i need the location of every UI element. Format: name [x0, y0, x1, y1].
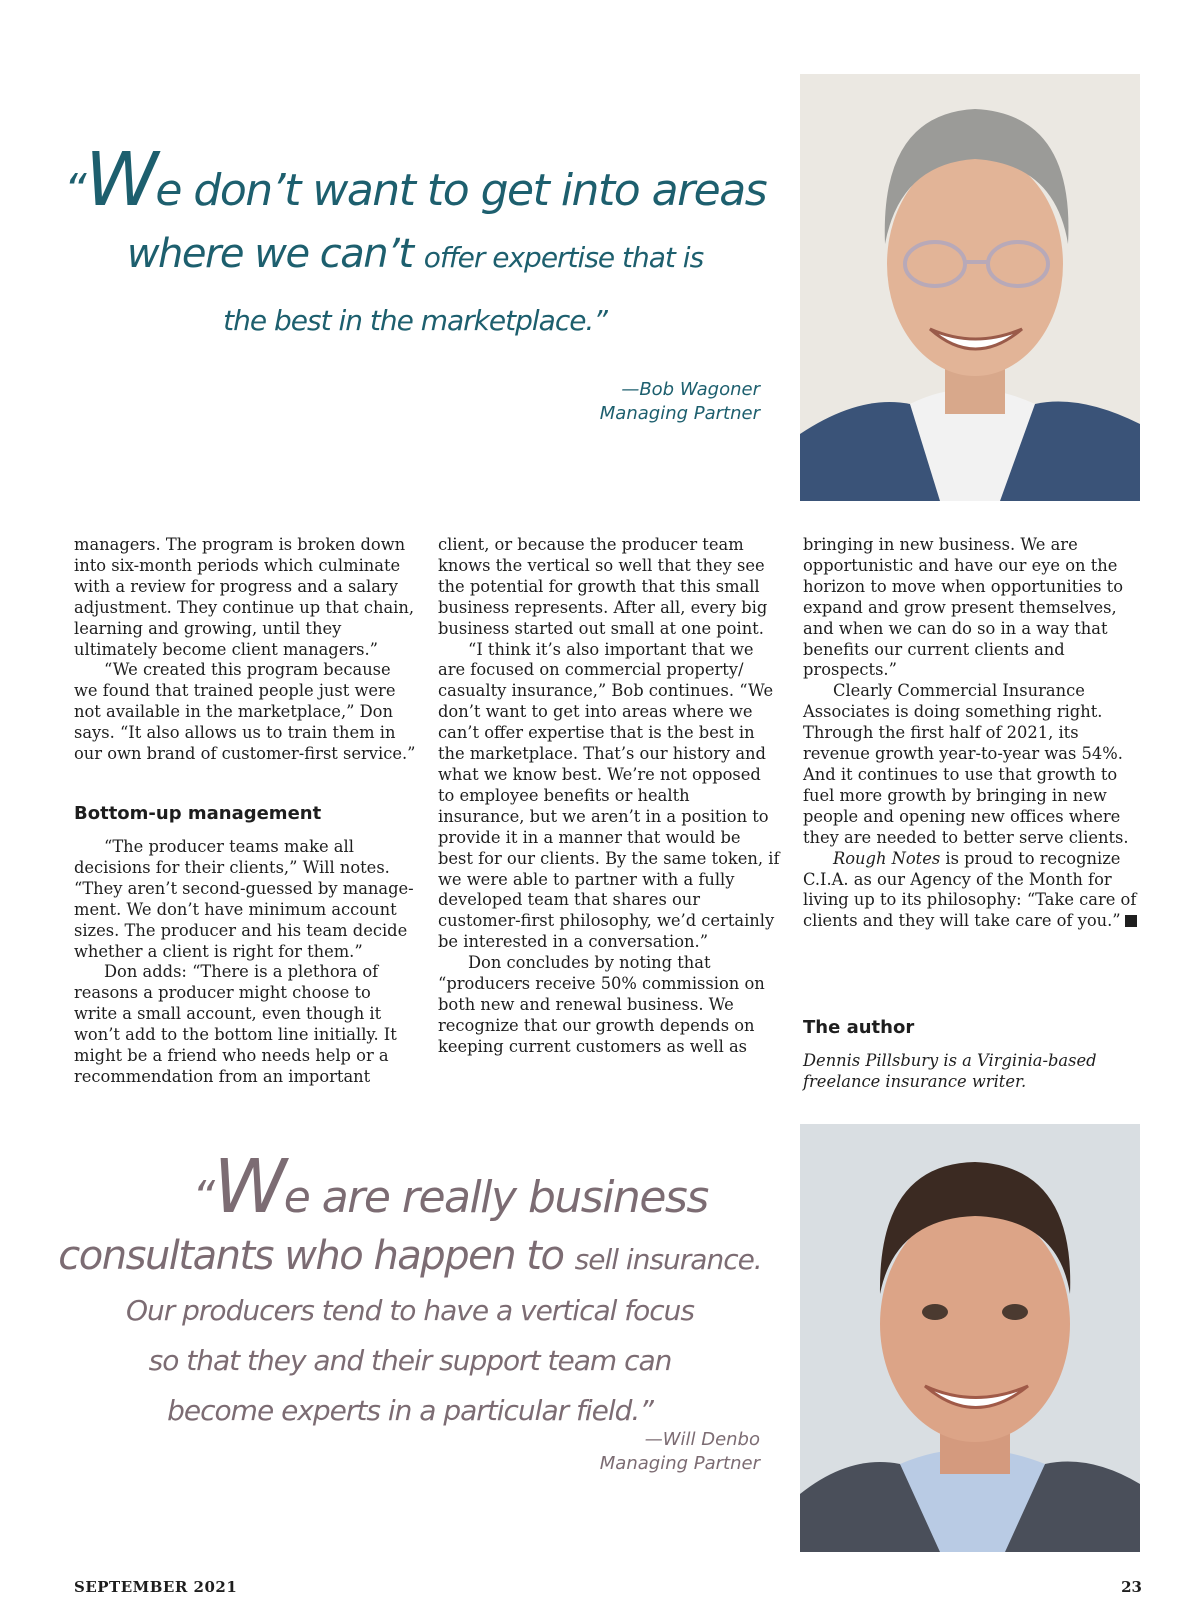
page-number: 23 — [1121, 1578, 1142, 1596]
pull-quote-2-line-4: so that they and their support team can — [148, 1344, 672, 1377]
quote-text: sell insurance. — [574, 1243, 762, 1276]
article-column-1 — [74, 535, 416, 1088]
author-heading: The author — [803, 1017, 915, 1039]
quote-text: where we can’t — [126, 231, 424, 277]
pull-quote-1-attribution — [600, 378, 760, 426]
attribution-name: —Bob Wagoner — [621, 379, 760, 400]
quote-mark: “ — [192, 1172, 214, 1223]
attribution-title: Managing Partner — [599, 403, 760, 424]
attribution-title: Managing Partner — [599, 1453, 760, 1474]
pull-quote-2-line-5: become experts in a particular field.” — [167, 1394, 653, 1427]
quote-text: e don’t want to get into areas — [155, 165, 767, 216]
quote-text: e are really business — [283, 1172, 708, 1223]
pull-quote-1 — [60, 137, 770, 351]
pull-quote-2-line-2 — [40, 1230, 780, 1286]
paragraph: managers. The program is broken down into six-month periods which culminate with a review for progress and a salary adjustment. They continue up that chain, learning and growing, until they ultimately become client managers.” — [74, 535, 415, 659]
quote-mark: “ — [63, 165, 86, 216]
paragraph: client, or because the producer team knows the vertical so well that they see the potential for growth that this small business represents. After all, every big business started out small at one point. — [438, 535, 768, 638]
pull-quote-2 — [40, 1144, 780, 1436]
quote-text: offer expertise that is — [423, 241, 704, 274]
drop-letter: W — [85, 137, 156, 223]
pull-quote-1-line-3: the best in the marketplace.” — [223, 304, 607, 337]
paragraph: “I think it’s also important that we are focused on commercial property/ casualty insurance,” Bob continues. “We don’t want to get into areas where we can’t offer expertise that is the best in the marketplace. That’s our history and what we know best. We’re not opposed to employee benefits or health insurance, but we aren’t in a position to provide it in a manner that would be best for our clients. By the same token, if we were able to partner with a fully developed team that shares our customer-first philosophy, we’d certainly be interested in a conversation.” — [438, 639, 780, 952]
paragraph — [803, 849, 1145, 933]
bob-wagoner-photo — [800, 74, 1140, 501]
paragraph: Clearly Commercial Insurance Associates is doing something right. Through the first half of 2021, its revenue growth year-to-year was 54%. And it continues to use that growth to fuel more growth by bringing in new people and opening new offices where they are needed to better serve clients. — [803, 681, 1129, 847]
article-column-2 — [438, 535, 780, 1058]
pull-quote-1-line-2 — [60, 221, 770, 291]
pull-quote-2-line-3: Our producers tend to have a vertical focus — [125, 1294, 695, 1327]
section-heading: Bottom-up management — [74, 802, 322, 824]
will-denbo-photo — [800, 1124, 1140, 1552]
pull-quote-2-line-1 — [40, 1144, 780, 1230]
drop-letter: W — [213, 1144, 284, 1230]
paragraph: Don concludes by noting that “producers receive 50% commission on both new and renewal business. We recognize that our growth depends on keeping current customers as well as — [438, 953, 765, 1056]
issue-date: SEPTEMBER 2021 — [74, 1578, 238, 1596]
paragraph: Don adds: “There is a plethora of reasons a producer might choose to write a small account, even though it won’t add to the bottom line initially. It might be a friend who needs help or a recommendation from an important — [74, 962, 397, 1086]
paragraph: “We created this program because we found that trained people just were not available in the marketplace,” Don says. “It also allows us to train them in our own brand of customer-first service.” — [74, 660, 416, 764]
paragraph: bringing in new business. We are opportunistic and have our eye on the horizon to move when opportunities to expand and grow present themselves, and when we can do so in a way that benefits our current clients and prospects.” — [803, 535, 1124, 680]
attribution-name: —Will Denbo — [644, 1429, 760, 1450]
article-column-3 — [803, 535, 1145, 1093]
pull-quote-1-line-1 — [60, 137, 770, 223]
pull-quote-2-attribution — [600, 1428, 760, 1476]
paragraph: “The producer teams make all decisions for their clients,” Will notes. “They aren’t second-guessed by manage-ment. We don’t have minimum account sizes. The producer and his team decide whether a client is right for them.” — [74, 836, 414, 961]
quote-text: consultants who happen to — [58, 1233, 575, 1279]
publication-name: Rough Notes — [833, 848, 941, 868]
author-bio: Dennis Pillsbury is a Virginia-based freelance insurance writer. — [803, 1051, 1097, 1092]
end-mark-icon — [1125, 915, 1137, 927]
paragraph-text: is proud to recognize C.I.A. as our Agency of the Month for living up to its philosophy: “Take care of clients and they will take care of you.” — [803, 848, 1137, 931]
